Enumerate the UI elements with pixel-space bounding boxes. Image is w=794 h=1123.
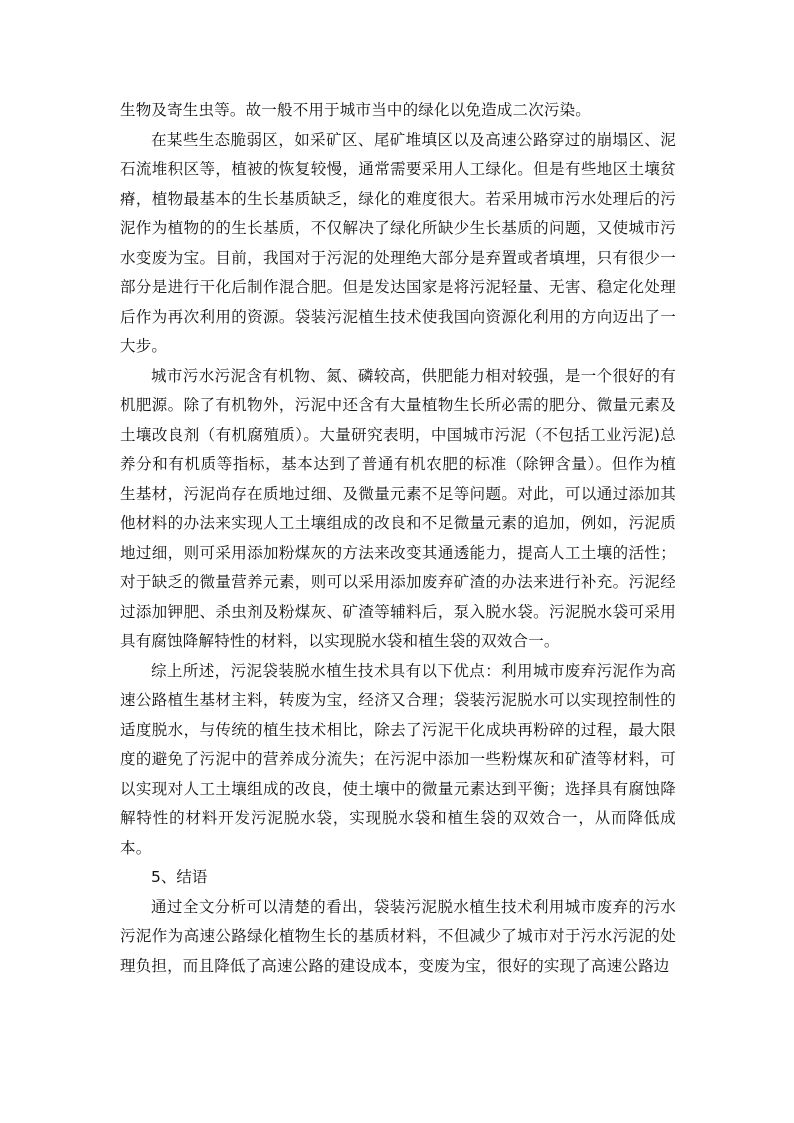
paragraph-sludge-nutrients: 城市污水污泥含有机物、氮、磷较高，供肥能力相对较强，是一个很好的有机肥源。除了有机物外，污泥中还含有大量植物生长所必需的肥分、微量元素及土壤改良剂（有机腐殖质）。大量研究表明，中国城市污泥（不包括工业污泥)总养分和有机质等指标，基本达到了普通有机农肥的标准（除钾含量）。但作为植生基材，污泥尚存在质地过细、及微量元素不足等问题。对此，可以通过添加其他材料的办法来实现人工土壤组成的改良和不足微量元素的追加，例如，污泥质地过细，则可采用添加粉煤灰的方法来改变其通透能力，提高人工土壤的活性；对于缺乏的微量营养元素，则可以采用添加废弃矿渣的办法来进行补充。污泥经过添加钾肥、杀虫剂及粉煤灰、矿渣等辅料后，泵入脱水袋。污泥脱水袋可采用具有腐蚀降解特性的材料，以实现脱水袋和植生袋的双效合一。	[120, 366, 676, 650]
body-text	[120, 96, 676, 981]
paragraph-conclusion: 通过全文分析可以清楚的看出，袋装污泥脱水植生技术利用城市废弃的污水污泥作为高速公路绿化植物生长的基质材料，不但减少了城市对于污水污泥的处理负担，而且降低了高速公路的建设成本，变废为宝，很好的实现了高速公路边	[120, 897, 676, 975]
section-heading-conclusion: 5、结语	[151, 868, 208, 886]
paragraph-summary-advantages: 综上所述，污泥袋装脱水植生技术具有以下优点：利用城市废弃污泥作为高速公路植生基材主料，转废为宝，经济又合理；袋装污泥脱水可以实现控制性的适度脱水，与传统的植生技术相比，除去了污泥干化成块再粉碎的过程，最大限度的避免了污泥中的营养成分流失；在污泥中添加一些粉煤灰和矿渣等材料，可以实现对人工土壤组成的改良，使土壤中的微量元素达到平衡；选择具有腐蚀降解特性的材料开发污泥脱水袋，实现脱水袋和植生袋的双效合一，从而降低成本。	[120, 661, 676, 857]
paragraph-ecological-areas: 在某些生态脆弱区，如采矿区、尾矿堆填区以及高速公路穿过的崩塌区、泥石流堆积区等，植被的恢复较慢，通常需要采用人工绿化。但是有些地区土壤贫瘠，植物最基本的生长基质缺乏，绿化的难度很大。若采用城市污水处理后的污泥作为植物的的生长基质，不仅解决了绿化所缺少生长基质的问题，又使城市污水变废为宝。目前，我国对于污泥的处理绝大部分是弃置或者填埋，只有很少一部分是进行干化后制作混合肥。但是发达国家是将污泥轻量、无害、稳定化处理后作为再次利用的资源。袋装污泥植生技术使我国向资源化利用的方向迈出了一大步。	[120, 130, 676, 355]
paragraph-continuation: 生物及寄生虫等。故一般不用于城市当中的绿化以免造成二次污染。	[120, 101, 592, 119]
